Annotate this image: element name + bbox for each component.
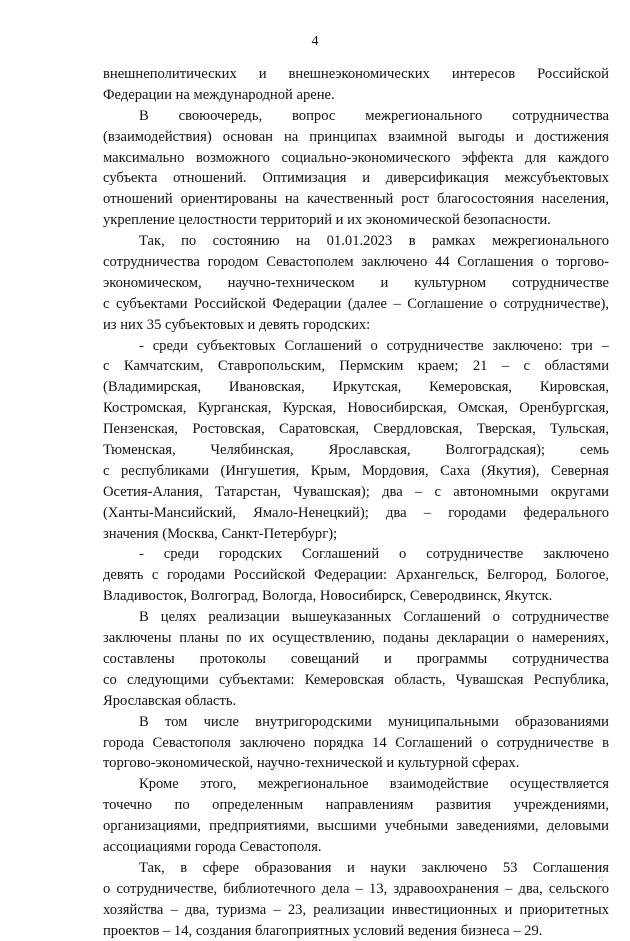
text-line: Так, в сфере образования и науки заключено 53 Соглашения <box>139 859 609 876</box>
text-line: Костромская, Курганская, Курская, Новосибирская, Омская, Оренбургская, <box>103 400 609 417</box>
paragraph <box>103 106 609 231</box>
text-line: девять с городами Российской Федерации: Архангельск, Белгород, Бологое, <box>103 567 609 584</box>
text-line: Ярославская область. <box>103 692 237 709</box>
paragraph <box>103 712 609 775</box>
text-line: хозяйства – два, туризма – 23, реализации инвестиционных и приоритетных <box>103 901 609 918</box>
paragraph <box>103 336 609 545</box>
text-line: сотрудничества городом Севастополем заключено 44 Соглашения о торгово- <box>103 254 609 271</box>
text-line: В целях реализации вышеуказанных Соглашений о сотрудничестве <box>139 609 609 626</box>
document-body <box>103 64 609 941</box>
page-number: 4 <box>311 34 319 49</box>
text-line: укрепление целостности территорий и их экономической безопасности. <box>103 212 551 229</box>
text-line: В том числе внутригородскими муниципальными образованиями <box>139 713 609 730</box>
text-line: со следующими субъектами: Кемеровская область, Чувашская Республика, <box>103 671 609 688</box>
text-line: максимально возможного социально-экономического эффекта для каждого <box>103 149 609 166</box>
text-line: Так, по состоянию на 01.01.2023 в рамках межрегионального <box>139 233 609 250</box>
text-line: точечно по определенным направлениям развития учреждениями, <box>103 797 609 814</box>
paragraph <box>103 607 609 711</box>
text-line: отношений ориентированы на качественный рост благосостояния населения, <box>103 191 609 208</box>
text-line: с субъектами Российской Федерации (далее – Соглашение о сотрудничестве), <box>103 295 609 312</box>
text-line: субъекта отношений. Оптимизация и диверсификация межсубъектовых <box>103 170 609 187</box>
text-line: из них 35 субъектовых и девять городских: <box>103 316 371 333</box>
text-line: торгово-экономической, научно-технической и культурной сферах. <box>103 755 520 772</box>
text-line: Пензенская, Ростовская, Саратовская, Свердловская, Тверская, Тульская, <box>103 421 609 438</box>
text-line: Осетия-Алания, Татарстан, Чувашская); два – с автономными округами <box>103 483 609 500</box>
text-line: (взаимодействия) основан на принципах взаимной выгоды и достижения <box>103 128 609 145</box>
paragraph <box>103 544 609 607</box>
text-line: с Камчатским, Ставропольским, Пермским краем; 21 – с областями <box>103 358 609 375</box>
text-line: экономическом, научно-техническом и культурном сотрудничестве <box>103 274 609 291</box>
paragraph <box>103 64 609 106</box>
text-line: Федерации на международной арене. <box>103 86 335 103</box>
paragraph <box>103 231 609 335</box>
text-line: (Владимирская, Ивановская, Иркутская, Кемеровская, Кировская, <box>103 379 609 396</box>
text-line: заключены планы по их осуществлению, поданы декларации о намерениях, <box>103 630 609 647</box>
text-line: - среди субъектовых Соглашений о сотрудничестве заключено: три – <box>139 337 609 354</box>
text-line: ассоциациями города Севастополя. <box>103 838 322 855</box>
text-line: составлены протоколы совещаний и программы сотрудничества <box>103 650 609 667</box>
text-line: организациями, предприятиями, высшими учебными заведениями, деловыми <box>103 818 609 835</box>
paragraph <box>103 774 609 858</box>
text-line: о сотрудничестве, библиотечного дела – 13, здравоохранения – два, сельского <box>103 880 609 897</box>
text-line: В своюочередь, вопрос межрегионального сотрудничества <box>139 107 609 124</box>
text-line: Тюменская, Челябинская, Ярославская, Волгоградская); семь <box>103 442 609 459</box>
text-line: Владивосток, Волгоград, Вологда, Новосибирск, Северодвинск, Якутск. <box>103 588 553 605</box>
text-line: проектов – 14, создания благоприятных условий ведения бизнеса – 29. <box>103 922 543 939</box>
text-line: Кроме этого, межрегиональное взаимодействие осуществляется <box>139 776 609 793</box>
text-line: внешнеполитических и внешнеэкономических интересов Российской <box>103 66 609 82</box>
corner-mark: ·: <box>598 873 604 883</box>
paragraph <box>103 858 609 941</box>
text-line: значения (Москва, Санкт-Петербург); <box>103 525 338 542</box>
text-line: - среди городских Соглашений о сотрудничестве заключено <box>139 546 609 563</box>
text-line: с республиками (Ингушетия, Крым, Мордовия, Саха (Якутия), Северная <box>103 462 609 479</box>
text-line: (Ханты-Мансийский, Ямало-Ненецкий); два – городами федерального <box>103 504 609 521</box>
text-line: города Севастополя заключено порядка 14 Соглашений о сотрудничестве в <box>103 734 609 751</box>
